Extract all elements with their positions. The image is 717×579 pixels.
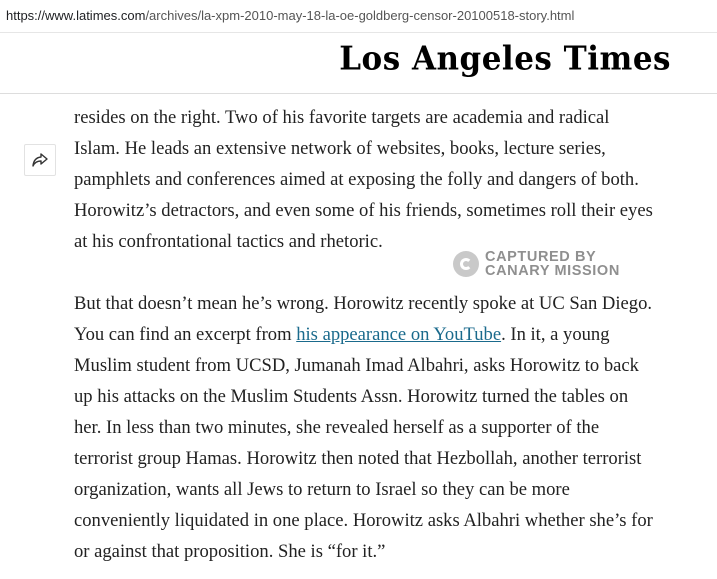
text-line: up his attacks on the Muslim Students Assn. Horowitz turned the tables on	[74, 386, 629, 407]
share-button[interactable]	[24, 144, 56, 176]
text-line: or against that proposition. She is “for it.”	[74, 541, 386, 562]
article-body	[74, 102, 704, 567]
text-line: pamphlets and conferences aimed at exposing the folly and dangers of both.	[74, 169, 639, 190]
address-bar[interactable]	[0, 0, 717, 33]
text-line: at his confrontational tactics and rhetoric.	[74, 231, 383, 252]
text-line: Horowitz’s detractors, and even some of his friends, sometimes roll their eyes	[74, 200, 653, 221]
share-arrow-icon	[32, 153, 48, 167]
watermark-logo-icon	[453, 251, 479, 277]
youtube-link[interactable]: his appearance on YouTube	[296, 324, 502, 345]
watermark-text	[485, 250, 620, 278]
paragraph-2	[74, 288, 704, 567]
text-line: Muslim student from UCSD, Jumanah Imad Albahri, asks Horowitz to back	[74, 355, 639, 376]
site-header	[0, 33, 717, 94]
url-host: https://www.latimes.com	[6, 8, 146, 23]
text-fragment: . In it, a young	[501, 324, 610, 345]
paragraph-1	[74, 102, 704, 257]
text-fragment: You can find an excerpt from	[74, 324, 297, 345]
text-line: conveniently liquidated in one place. Horowitz asks Albahri whether she’s for	[74, 510, 653, 531]
text-line: resides on the right. Two of his favorite targets are academia and radical	[74, 107, 610, 128]
text-line: Islam. He leads an extensive network of websites, books, lecture series,	[74, 138, 606, 159]
text-line: But that doesn’t mean he’s wrong. Horowitz recently spoke at UC San Diego.	[74, 293, 653, 314]
text-line: terrorist group Hamas. Horowitz then noted that Hezbollah, another terrorist	[74, 448, 642, 469]
text-line: organization, wants all Jews to return to Israel so they can be more	[74, 479, 570, 500]
canary-mission-watermark	[453, 249, 620, 279]
url-text[interactable]	[6, 8, 574, 23]
la-times-logo[interactable]: Los Angeles Times	[339, 40, 671, 78]
url-path: /archives/la-xpm-2010-may-18-la-oe-goldberg-censor-20100518-story.html	[145, 8, 575, 23]
watermark-line-1: CAPTURED BY	[485, 249, 597, 265]
text-line	[74, 319, 704, 350]
text-line: her. In less than two minutes, she revealed herself as a supporter of the	[74, 417, 600, 438]
watermark-line-2: CANARY MISSION	[485, 263, 620, 279]
